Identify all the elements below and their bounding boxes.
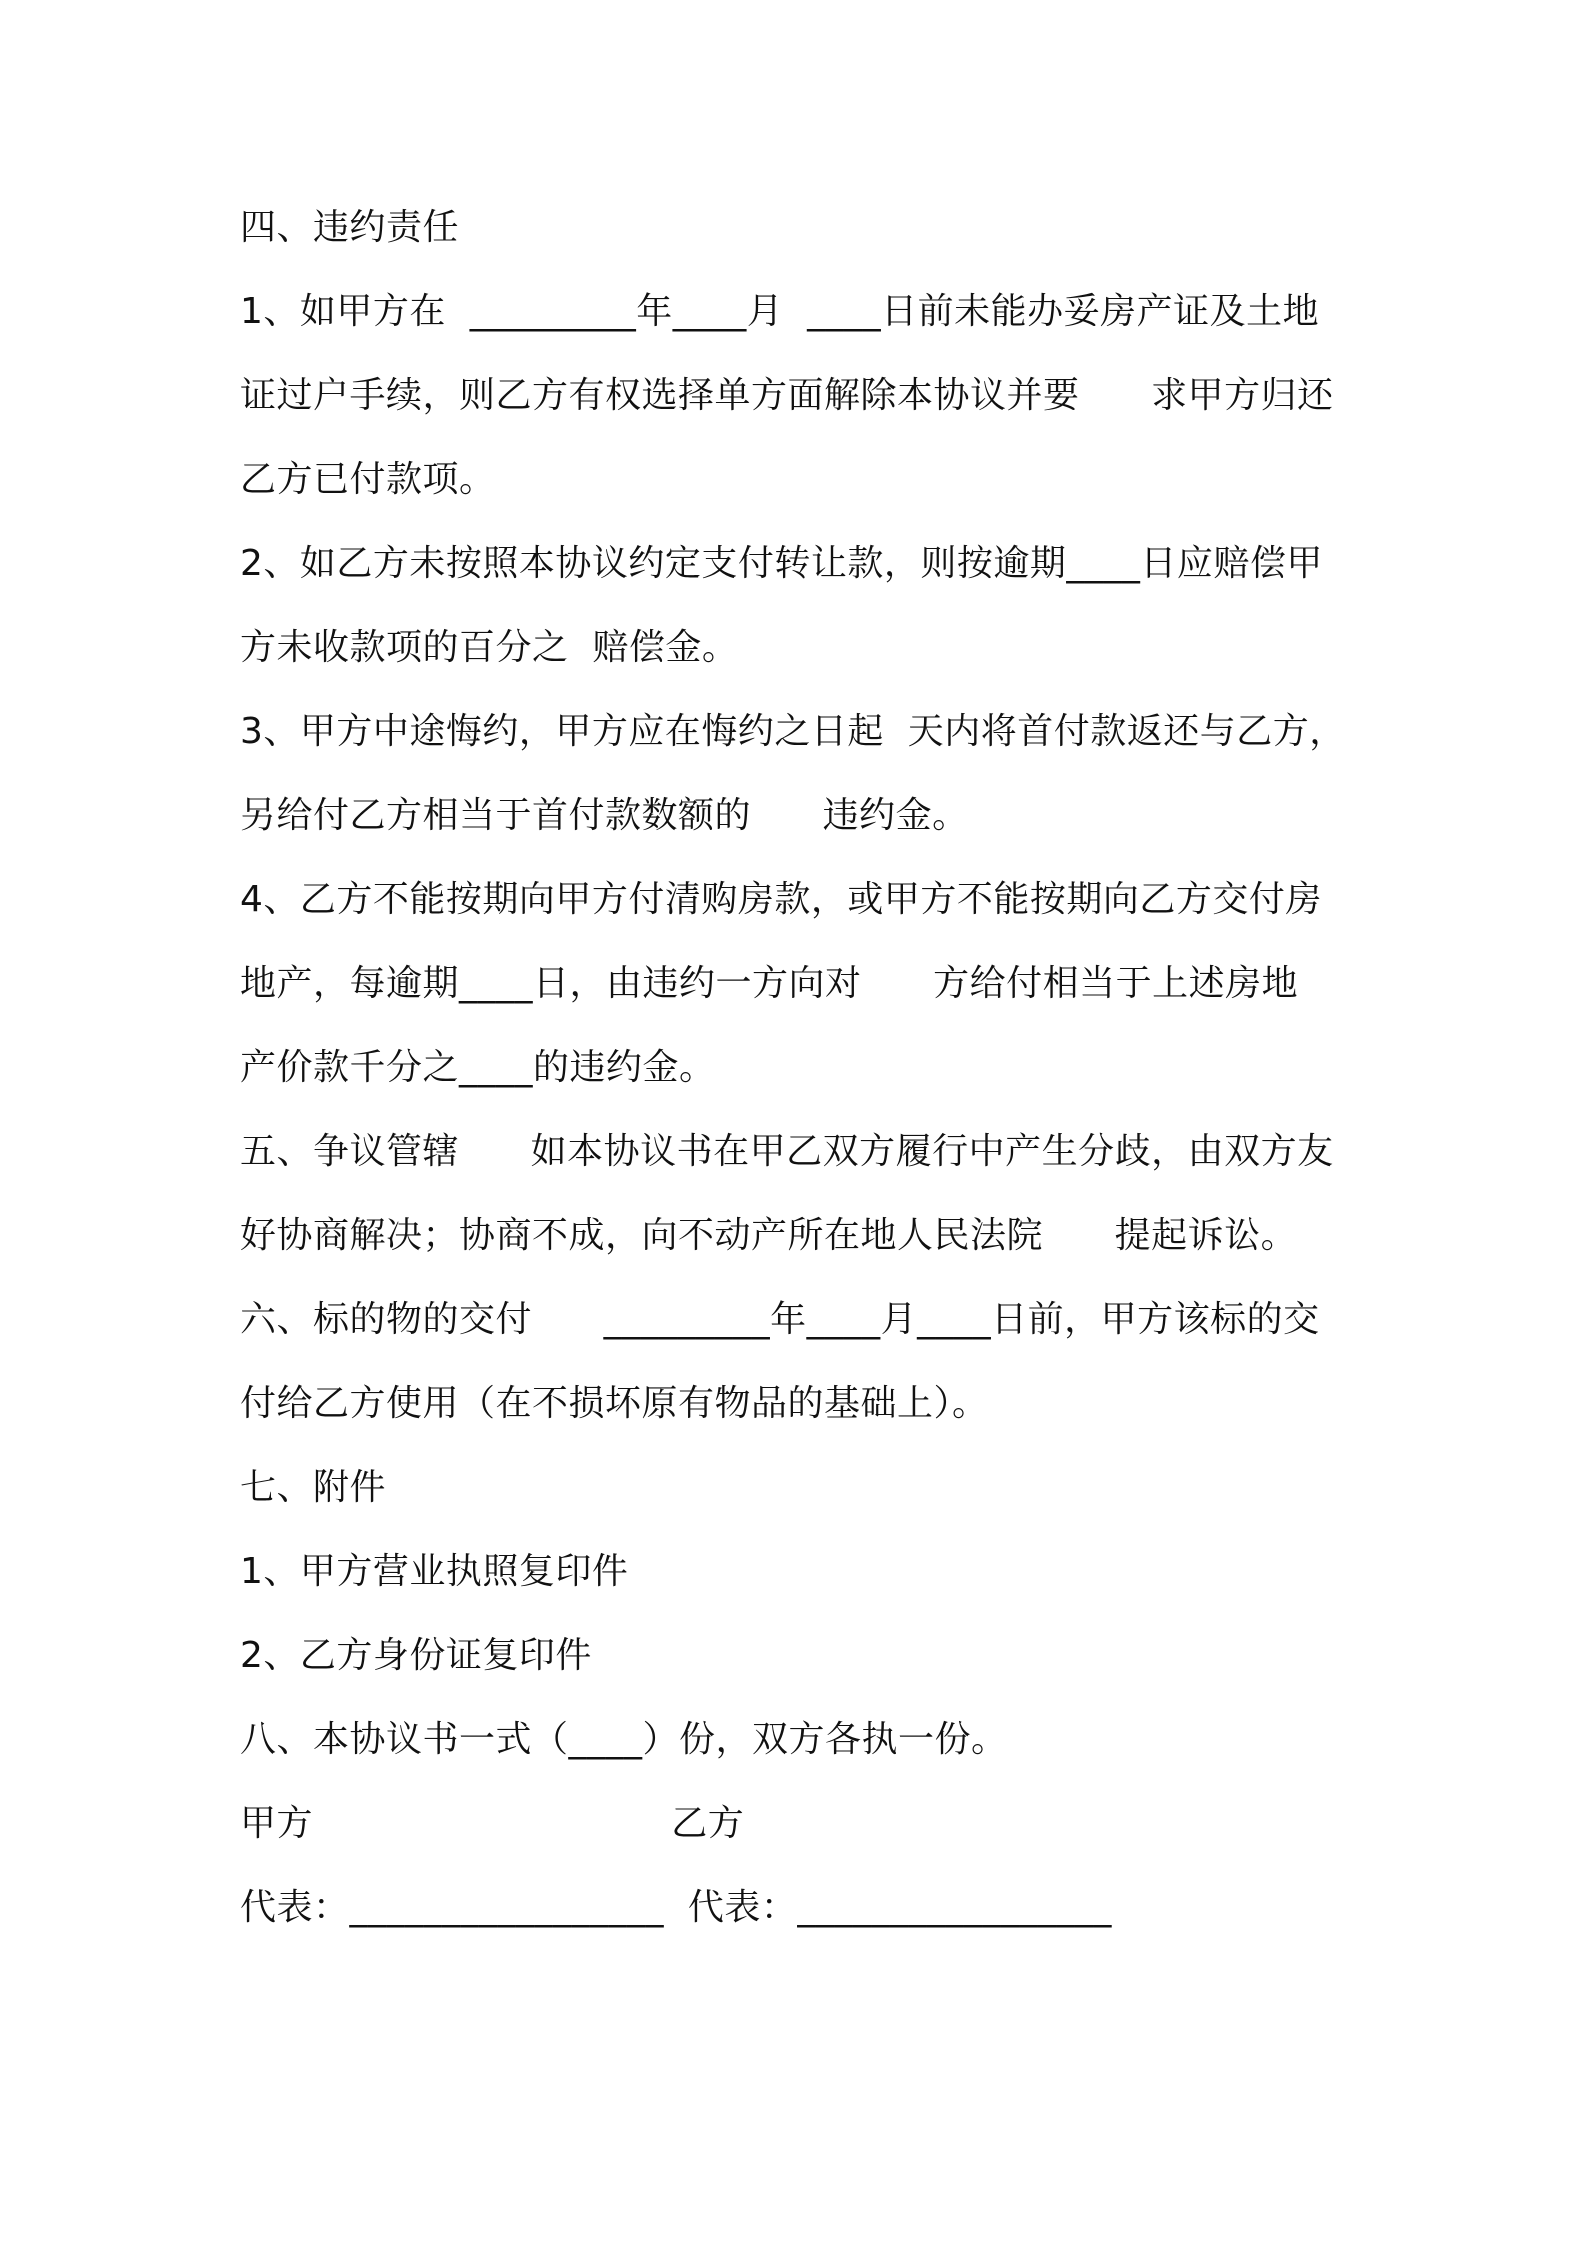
section-heading-breach: 四、违约责任 xyxy=(240,207,460,248)
clause-text: 另给付乙方相当于首付款数额的 违约金。 xyxy=(240,795,969,836)
party-labels: 甲方 乙方 xyxy=(240,1803,745,1844)
clause-text: 付给乙方使用（在不损坏原有物品的基础上）。 xyxy=(240,1383,989,1424)
clause-text: 方未收款项的百分之 赔偿金。 xyxy=(240,627,739,668)
clause-text: 1、如甲方在 _________年____月 ____日前未能办妥房产证及土地 xyxy=(240,291,1320,332)
clause-text: 地产，每逾期____日，由违约一方向对 方给付相当于上述房地 xyxy=(240,963,1299,1004)
section-heading-delivery: 六、标的物的交付 _________年____月____日前，甲方该标的交 xyxy=(240,1299,1320,1340)
clause-text: 产价款千分之____的违约金。 xyxy=(240,1047,716,1088)
clause-text: 2、如乙方未按照本协议约定支付转让款，则按逾期____日应赔偿甲 xyxy=(240,543,1323,584)
section-heading-copies: 八、本协议书一式（____）份，双方各执一份。 xyxy=(240,1719,1008,1760)
section-heading-dispute: 五、争议管辖 如本协议书在甲乙双方履行中产生分歧，由双方友 xyxy=(240,1131,1334,1172)
clause-text: 3、甲方中途悔约，甲方应在悔约之日起 天内将首付款返还与乙方， xyxy=(240,711,1346,752)
attachment-item: 1、甲方营业执照复印件 xyxy=(240,1551,629,1592)
section-heading-attachments: 七、附件 xyxy=(240,1467,387,1508)
clause-text: 证过户手续，则乙方有权选择单方面解除本协议并要 求甲方归还 xyxy=(240,375,1334,416)
clause-text: 好协商解决；协商不成，向不动产所在地人民法院 提起诉讼。 xyxy=(240,1215,1298,1256)
clause-text: 4、乙方不能按期向甲方付清购房款，或甲方不能按期向乙方交付房 xyxy=(240,879,1322,920)
clause-text: 乙方已付款项。 xyxy=(240,459,496,500)
signature-representative-line: 代表：_________________ 代表：_________________ xyxy=(240,1887,1112,1928)
attachment-item: 2、乙方身份证复印件 xyxy=(240,1635,592,1676)
